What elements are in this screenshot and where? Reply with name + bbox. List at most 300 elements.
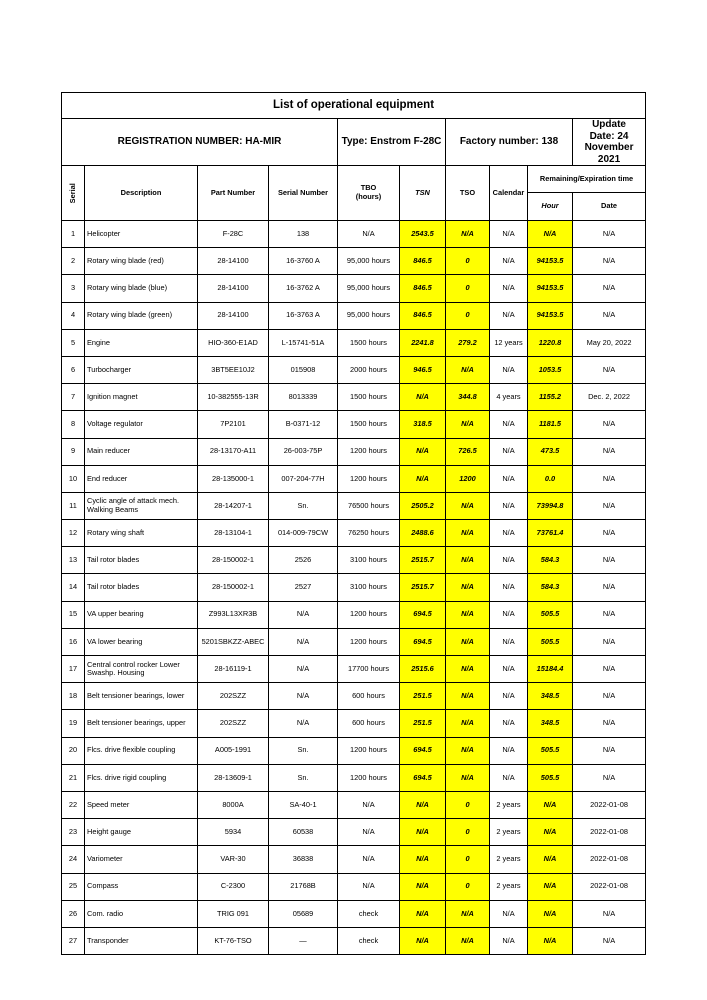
cell-tso: 344.8 bbox=[446, 384, 490, 411]
cell-tso: N/A bbox=[446, 764, 490, 791]
cell-expiration-date: Dec. 2, 2022 bbox=[573, 384, 646, 411]
cell-calendar: 4 years bbox=[490, 384, 528, 411]
cell-serial: 9 bbox=[62, 438, 85, 465]
cell-tbo: N/A bbox=[338, 819, 400, 846]
cell-tbo: 3100 hours bbox=[338, 574, 400, 601]
table-row bbox=[62, 927, 646, 954]
equipment-table bbox=[61, 92, 646, 955]
cell-tbo: N/A bbox=[338, 221, 400, 248]
table-row bbox=[62, 547, 646, 574]
cell-tso: 279.2 bbox=[446, 329, 490, 356]
cell-tsn: 2515.6 bbox=[400, 656, 446, 683]
cell-expiration-date: N/A bbox=[573, 900, 646, 927]
cell-remaining-hour: N/A bbox=[528, 927, 573, 954]
cell-serial: 15 bbox=[62, 601, 85, 628]
cell-tbo: 600 hours bbox=[338, 683, 400, 710]
cell-serial-number: 16-3760 A bbox=[269, 248, 338, 275]
cell-part-number: 28-14100 bbox=[198, 275, 269, 302]
cell-serial-number: — bbox=[269, 927, 338, 954]
cell-serial-number: L-15741-51A bbox=[269, 329, 338, 356]
cell-serial: 27 bbox=[62, 927, 85, 954]
cell-part-number: Z993L13XR3B bbox=[198, 601, 269, 628]
cell-tso: 0 bbox=[446, 819, 490, 846]
cell-tso: 0 bbox=[446, 302, 490, 329]
cell-remaining-hour: 15184.4 bbox=[528, 656, 573, 683]
cell-part-number: 28-14207-1 bbox=[198, 492, 269, 519]
cell-calendar: N/A bbox=[490, 465, 528, 492]
cell-serial: 8 bbox=[62, 411, 85, 438]
cell-tsn: N/A bbox=[400, 846, 446, 873]
cell-expiration-date: N/A bbox=[573, 547, 646, 574]
update-date bbox=[573, 119, 646, 166]
cell-description: Transponder bbox=[85, 927, 198, 954]
cell-serial: 6 bbox=[62, 356, 85, 383]
update-date-value: Date: 24 November 2021 bbox=[584, 130, 634, 165]
cell-remaining-hour: N/A bbox=[528, 221, 573, 248]
table-row bbox=[62, 520, 646, 547]
cell-description: Main reducer bbox=[85, 438, 198, 465]
cell-tsn: 2515.7 bbox=[400, 574, 446, 601]
cell-calendar: 2 years bbox=[490, 819, 528, 846]
cell-part-number: 5201SBKZZ-ABEC bbox=[198, 628, 269, 655]
cell-tsn: N/A bbox=[400, 873, 446, 900]
cell-tbo: check bbox=[338, 927, 400, 954]
cell-remaining-hour: 473.5 bbox=[528, 438, 573, 465]
cell-serial-number: 16-3763 A bbox=[269, 302, 338, 329]
page-title: List of operational equipment bbox=[62, 93, 646, 119]
cell-serial: 2 bbox=[62, 248, 85, 275]
cell-tbo: 76500 hours bbox=[338, 492, 400, 519]
cell-tso: 0 bbox=[446, 275, 490, 302]
cell-calendar: N/A bbox=[490, 547, 528, 574]
cell-description: Flcs. drive rigid coupling bbox=[85, 764, 198, 791]
cell-expiration-date: 2022-01-08 bbox=[573, 791, 646, 818]
cell-expiration-date: N/A bbox=[573, 275, 646, 302]
header-tsn: TSN bbox=[400, 166, 446, 221]
cell-calendar: N/A bbox=[490, 764, 528, 791]
cell-calendar: N/A bbox=[490, 221, 528, 248]
cell-tso: 0 bbox=[446, 873, 490, 900]
cell-calendar: N/A bbox=[490, 574, 528, 601]
cell-tsn: 846.5 bbox=[400, 275, 446, 302]
cell-serial: 22 bbox=[62, 791, 85, 818]
aircraft-type: Type: Enstrom F-28C bbox=[338, 119, 446, 166]
table-row bbox=[62, 683, 646, 710]
cell-expiration-date: 2022-01-08 bbox=[573, 819, 646, 846]
table-row bbox=[62, 275, 646, 302]
cell-tbo: N/A bbox=[338, 846, 400, 873]
cell-tso: N/A bbox=[446, 520, 490, 547]
cell-tso: N/A bbox=[446, 656, 490, 683]
cell-tsn: 2241.8 bbox=[400, 329, 446, 356]
cell-tso: N/A bbox=[446, 628, 490, 655]
cell-serial: 23 bbox=[62, 819, 85, 846]
cell-expiration-date: N/A bbox=[573, 656, 646, 683]
cell-part-number: 28-135000-1 bbox=[198, 465, 269, 492]
cell-remaining-hour: 505.5 bbox=[528, 737, 573, 764]
table-row bbox=[62, 737, 646, 764]
cell-expiration-date: N/A bbox=[573, 221, 646, 248]
cell-tsn: 846.5 bbox=[400, 248, 446, 275]
cell-calendar: 2 years bbox=[490, 846, 528, 873]
cell-calendar: 2 years bbox=[490, 791, 528, 818]
cell-description: Flcs. drive flexible coupling bbox=[85, 737, 198, 764]
cell-description: Rotary wing blade (blue) bbox=[85, 275, 198, 302]
cell-part-number: TRIG 091 bbox=[198, 900, 269, 927]
header-serial: Serial bbox=[62, 166, 85, 221]
cell-tsn: 251.5 bbox=[400, 710, 446, 737]
table-row bbox=[62, 356, 646, 383]
cell-tso: N/A bbox=[446, 574, 490, 601]
cell-tbo: 1200 hours bbox=[338, 601, 400, 628]
cell-serial: 12 bbox=[62, 520, 85, 547]
cell-remaining-hour: 1181.5 bbox=[528, 411, 573, 438]
cell-description: Tail rotor blades bbox=[85, 547, 198, 574]
cell-expiration-date: N/A bbox=[573, 492, 646, 519]
cell-calendar: N/A bbox=[490, 656, 528, 683]
cell-remaining-hour: 348.5 bbox=[528, 710, 573, 737]
cell-serial-number: 015908 bbox=[269, 356, 338, 383]
cell-description: Speed meter bbox=[85, 791, 198, 818]
cell-tsn: N/A bbox=[400, 438, 446, 465]
cell-tso: N/A bbox=[446, 900, 490, 927]
cell-remaining-hour: 73994.8 bbox=[528, 492, 573, 519]
cell-part-number: 202SZZ bbox=[198, 683, 269, 710]
cell-serial: 21 bbox=[62, 764, 85, 791]
cell-tbo: 1200 hours bbox=[338, 465, 400, 492]
cell-tsn: N/A bbox=[400, 791, 446, 818]
table-row bbox=[62, 492, 646, 519]
cell-tsn: 2515.7 bbox=[400, 547, 446, 574]
cell-expiration-date: N/A bbox=[573, 411, 646, 438]
table-row bbox=[62, 628, 646, 655]
cell-description: Cyclic angle of attack mech. Walking Beams bbox=[85, 492, 198, 519]
table-row bbox=[62, 248, 646, 275]
table-row bbox=[62, 791, 646, 818]
cell-tbo: 95,000 hours bbox=[338, 275, 400, 302]
cell-tbo: N/A bbox=[338, 791, 400, 818]
cell-description: VA lower bearing bbox=[85, 628, 198, 655]
cell-tbo: 95,000 hours bbox=[338, 302, 400, 329]
cell-serial: 4 bbox=[62, 302, 85, 329]
cell-part-number: 7P2101 bbox=[198, 411, 269, 438]
cell-calendar: N/A bbox=[490, 492, 528, 519]
table-row bbox=[62, 656, 646, 683]
update-label: Update bbox=[592, 119, 626, 130]
cell-serial: 20 bbox=[62, 737, 85, 764]
cell-calendar: N/A bbox=[490, 927, 528, 954]
cell-tso: 0 bbox=[446, 846, 490, 873]
table-row bbox=[62, 574, 646, 601]
cell-remaining-hour: 0.0 bbox=[528, 465, 573, 492]
cell-serial: 18 bbox=[62, 683, 85, 710]
cell-remaining-hour: 94153.5 bbox=[528, 248, 573, 275]
cell-serial: 25 bbox=[62, 873, 85, 900]
cell-tso: 1200 bbox=[446, 465, 490, 492]
cell-description: Rotary wing shaft bbox=[85, 520, 198, 547]
cell-description: Com. radio bbox=[85, 900, 198, 927]
cell-serial: 3 bbox=[62, 275, 85, 302]
cell-expiration-date: N/A bbox=[573, 248, 646, 275]
cell-description: Belt tensioner bearings, lower bbox=[85, 683, 198, 710]
cell-part-number: C-2300 bbox=[198, 873, 269, 900]
cell-calendar: N/A bbox=[490, 737, 528, 764]
cell-tso: N/A bbox=[446, 683, 490, 710]
cell-part-number: 5934 bbox=[198, 819, 269, 846]
cell-expiration-date: N/A bbox=[573, 737, 646, 764]
cell-tbo: 1500 hours bbox=[338, 411, 400, 438]
cell-remaining-hour: N/A bbox=[528, 846, 573, 873]
cell-serial-number: 2527 bbox=[269, 574, 338, 601]
cell-tsn: 2505.2 bbox=[400, 492, 446, 519]
table-row bbox=[62, 601, 646, 628]
cell-remaining-hour: N/A bbox=[528, 900, 573, 927]
cell-serial: 11 bbox=[62, 492, 85, 519]
header-date: Date bbox=[573, 193, 646, 221]
cell-serial-number: 60538 bbox=[269, 819, 338, 846]
cell-calendar: N/A bbox=[490, 411, 528, 438]
cell-tso: N/A bbox=[446, 737, 490, 764]
cell-remaining-hour: 94153.5 bbox=[528, 302, 573, 329]
cell-remaining-hour: 505.5 bbox=[528, 764, 573, 791]
cell-serial-number: N/A bbox=[269, 601, 338, 628]
cell-serial-number: SA-40-1 bbox=[269, 791, 338, 818]
table-row bbox=[62, 710, 646, 737]
cell-serial-number: 014-009-79CW bbox=[269, 520, 338, 547]
cell-serial-number: 007-204-77H bbox=[269, 465, 338, 492]
cell-part-number: 28-13170-A11 bbox=[198, 438, 269, 465]
cell-tso: N/A bbox=[446, 492, 490, 519]
cell-part-number: 28-13104-1 bbox=[198, 520, 269, 547]
cell-expiration-date: N/A bbox=[573, 601, 646, 628]
table-row bbox=[62, 384, 646, 411]
cell-calendar: N/A bbox=[490, 683, 528, 710]
cell-calendar: N/A bbox=[490, 438, 528, 465]
cell-part-number: 28-16119-1 bbox=[198, 656, 269, 683]
table-row bbox=[62, 764, 646, 791]
cell-serial-number: Sn. bbox=[269, 737, 338, 764]
cell-serial-number: N/A bbox=[269, 683, 338, 710]
cell-description: End reducer bbox=[85, 465, 198, 492]
cell-calendar: N/A bbox=[490, 248, 528, 275]
cell-serial: 14 bbox=[62, 574, 85, 601]
cell-tsn: 694.5 bbox=[400, 764, 446, 791]
header-serial-number: Serial Number bbox=[269, 166, 338, 221]
cell-remaining-hour: 94153.5 bbox=[528, 275, 573, 302]
cell-tbo: 1500 hours bbox=[338, 329, 400, 356]
cell-calendar: 2 years bbox=[490, 873, 528, 900]
cell-remaining-hour: 1053.5 bbox=[528, 356, 573, 383]
cell-tbo: 17700 hours bbox=[338, 656, 400, 683]
cell-description: Belt tensioner bearings, upper bbox=[85, 710, 198, 737]
cell-serial-number: 138 bbox=[269, 221, 338, 248]
cell-expiration-date: 2022-01-08 bbox=[573, 873, 646, 900]
cell-calendar: 12 years bbox=[490, 329, 528, 356]
cell-remaining-hour: N/A bbox=[528, 791, 573, 818]
cell-remaining-hour: 348.5 bbox=[528, 683, 573, 710]
cell-tsn: 694.5 bbox=[400, 628, 446, 655]
cell-serial: 10 bbox=[62, 465, 85, 492]
table-row bbox=[62, 900, 646, 927]
header-remaining: Remaining/Expiration time bbox=[528, 166, 646, 193]
factory-number: Factory number: 138 bbox=[446, 119, 573, 166]
registration-number: REGISTRATION NUMBER: HA-MIR bbox=[62, 119, 338, 166]
cell-part-number: 28-150002-1 bbox=[198, 574, 269, 601]
cell-tbo: check bbox=[338, 900, 400, 927]
cell-calendar: N/A bbox=[490, 628, 528, 655]
cell-expiration-date: N/A bbox=[573, 356, 646, 383]
cell-tso: N/A bbox=[446, 601, 490, 628]
cell-part-number: 28-14100 bbox=[198, 302, 269, 329]
cell-expiration-date: N/A bbox=[573, 520, 646, 547]
cell-calendar: N/A bbox=[490, 710, 528, 737]
cell-tso: 726.5 bbox=[446, 438, 490, 465]
cell-part-number: 28-150002-1 bbox=[198, 547, 269, 574]
cell-part-number: 8000A bbox=[198, 791, 269, 818]
header-tso: TSO bbox=[446, 166, 490, 221]
cell-description: Turbocharger bbox=[85, 356, 198, 383]
cell-tso: 0 bbox=[446, 791, 490, 818]
cell-tso: N/A bbox=[446, 927, 490, 954]
cell-serial-number: 05689 bbox=[269, 900, 338, 927]
cell-expiration-date: N/A bbox=[573, 438, 646, 465]
cell-part-number: F-28C bbox=[198, 221, 269, 248]
cell-tsn: 2488.6 bbox=[400, 520, 446, 547]
header-part-number: Part Number bbox=[198, 166, 269, 221]
cell-tbo: 3100 hours bbox=[338, 547, 400, 574]
cell-tsn: N/A bbox=[400, 900, 446, 927]
cell-remaining-hour: 584.3 bbox=[528, 574, 573, 601]
cell-serial: 16 bbox=[62, 628, 85, 655]
header-calendar: Calendar bbox=[490, 166, 528, 221]
cell-part-number: 28-13609-1 bbox=[198, 764, 269, 791]
cell-part-number: HIO-360-E1AD bbox=[198, 329, 269, 356]
cell-tsn: N/A bbox=[400, 384, 446, 411]
cell-description: Rotary wing blade (green) bbox=[85, 302, 198, 329]
cell-description: Voltage regulator bbox=[85, 411, 198, 438]
cell-serial: 1 bbox=[62, 221, 85, 248]
table-row bbox=[62, 846, 646, 873]
cell-serial-number: 36838 bbox=[269, 846, 338, 873]
cell-part-number: 10-382555-13R bbox=[198, 384, 269, 411]
cell-tbo: 600 hours bbox=[338, 710, 400, 737]
cell-tsn: N/A bbox=[400, 465, 446, 492]
cell-remaining-hour: 1220.8 bbox=[528, 329, 573, 356]
cell-description: Height gauge bbox=[85, 819, 198, 846]
cell-serial: 5 bbox=[62, 329, 85, 356]
cell-expiration-date: May 20, 2022 bbox=[573, 329, 646, 356]
cell-description: Central control rocker Lower Swashp. Housing bbox=[85, 656, 198, 683]
cell-serial: 17 bbox=[62, 656, 85, 683]
cell-remaining-hour: 73761.4 bbox=[528, 520, 573, 547]
cell-calendar: N/A bbox=[490, 900, 528, 927]
cell-serial-number: N/A bbox=[269, 710, 338, 737]
cell-serial-number: B-0371-12 bbox=[269, 411, 338, 438]
cell-remaining-hour: 505.5 bbox=[528, 628, 573, 655]
cell-serial-number: 8013339 bbox=[269, 384, 338, 411]
cell-serial-number: Sn. bbox=[269, 764, 338, 791]
cell-serial-number: N/A bbox=[269, 656, 338, 683]
cell-tsn: 318.5 bbox=[400, 411, 446, 438]
table-row bbox=[62, 221, 646, 248]
cell-tbo: 1200 hours bbox=[338, 438, 400, 465]
cell-serial-number: 26-003-75P bbox=[269, 438, 338, 465]
table-row bbox=[62, 873, 646, 900]
table-row bbox=[62, 465, 646, 492]
cell-serial: 26 bbox=[62, 900, 85, 927]
cell-tsn: 2543.5 bbox=[400, 221, 446, 248]
cell-serial: 19 bbox=[62, 710, 85, 737]
cell-tso: N/A bbox=[446, 710, 490, 737]
table-row bbox=[62, 438, 646, 465]
cell-remaining-hour: N/A bbox=[528, 873, 573, 900]
cell-serial-number: N/A bbox=[269, 628, 338, 655]
cell-serial-number: 2526 bbox=[269, 547, 338, 574]
cell-tbo: N/A bbox=[338, 873, 400, 900]
cell-remaining-hour: 584.3 bbox=[528, 547, 573, 574]
cell-calendar: N/A bbox=[490, 520, 528, 547]
header-tbo: TBO (hours) bbox=[338, 166, 400, 221]
cell-description: Tail rotor blades bbox=[85, 574, 198, 601]
cell-tbo: 1200 hours bbox=[338, 628, 400, 655]
cell-tbo: 2000 hours bbox=[338, 356, 400, 383]
cell-description: Rotary wing blade (red) bbox=[85, 248, 198, 275]
cell-serial: 7 bbox=[62, 384, 85, 411]
table-row bbox=[62, 819, 646, 846]
cell-tsn: 946.5 bbox=[400, 356, 446, 383]
table-row bbox=[62, 302, 646, 329]
cell-part-number: 202SZZ bbox=[198, 710, 269, 737]
cell-tbo: 95,000 hours bbox=[338, 248, 400, 275]
cell-tsn: N/A bbox=[400, 819, 446, 846]
cell-calendar: N/A bbox=[490, 601, 528, 628]
cell-expiration-date: 2022-01-08 bbox=[573, 846, 646, 873]
table-row bbox=[62, 329, 646, 356]
cell-tso: 0 bbox=[446, 248, 490, 275]
cell-calendar: N/A bbox=[490, 302, 528, 329]
cell-description: Helicopter bbox=[85, 221, 198, 248]
cell-tbo: 76250 hours bbox=[338, 520, 400, 547]
cell-remaining-hour: 1155.2 bbox=[528, 384, 573, 411]
cell-serial-number: Sn. bbox=[269, 492, 338, 519]
cell-expiration-date: N/A bbox=[573, 683, 646, 710]
cell-tso: N/A bbox=[446, 411, 490, 438]
cell-expiration-date: N/A bbox=[573, 764, 646, 791]
cell-tsn: 251.5 bbox=[400, 683, 446, 710]
cell-tbo: 1200 hours bbox=[338, 764, 400, 791]
cell-expiration-date: N/A bbox=[573, 302, 646, 329]
cell-part-number: KT-76-TSO bbox=[198, 927, 269, 954]
cell-serial: 13 bbox=[62, 547, 85, 574]
cell-remaining-hour: 505.5 bbox=[528, 601, 573, 628]
cell-part-number: A005-1991 bbox=[198, 737, 269, 764]
table-row bbox=[62, 411, 646, 438]
cell-tso: N/A bbox=[446, 221, 490, 248]
cell-serial-number: 21768B bbox=[269, 873, 338, 900]
header-hour: Hour bbox=[528, 193, 573, 221]
cell-tsn: 694.5 bbox=[400, 601, 446, 628]
cell-description: Compass bbox=[85, 873, 198, 900]
cell-tsn: 694.5 bbox=[400, 737, 446, 764]
cell-description: Ignition magnet bbox=[85, 384, 198, 411]
cell-description: Variometer bbox=[85, 846, 198, 873]
cell-expiration-date: N/A bbox=[573, 710, 646, 737]
cell-tsn: 846.5 bbox=[400, 302, 446, 329]
cell-expiration-date: N/A bbox=[573, 628, 646, 655]
cell-remaining-hour: N/A bbox=[528, 819, 573, 846]
cell-expiration-date: N/A bbox=[573, 574, 646, 601]
header-description: Description bbox=[85, 166, 198, 221]
